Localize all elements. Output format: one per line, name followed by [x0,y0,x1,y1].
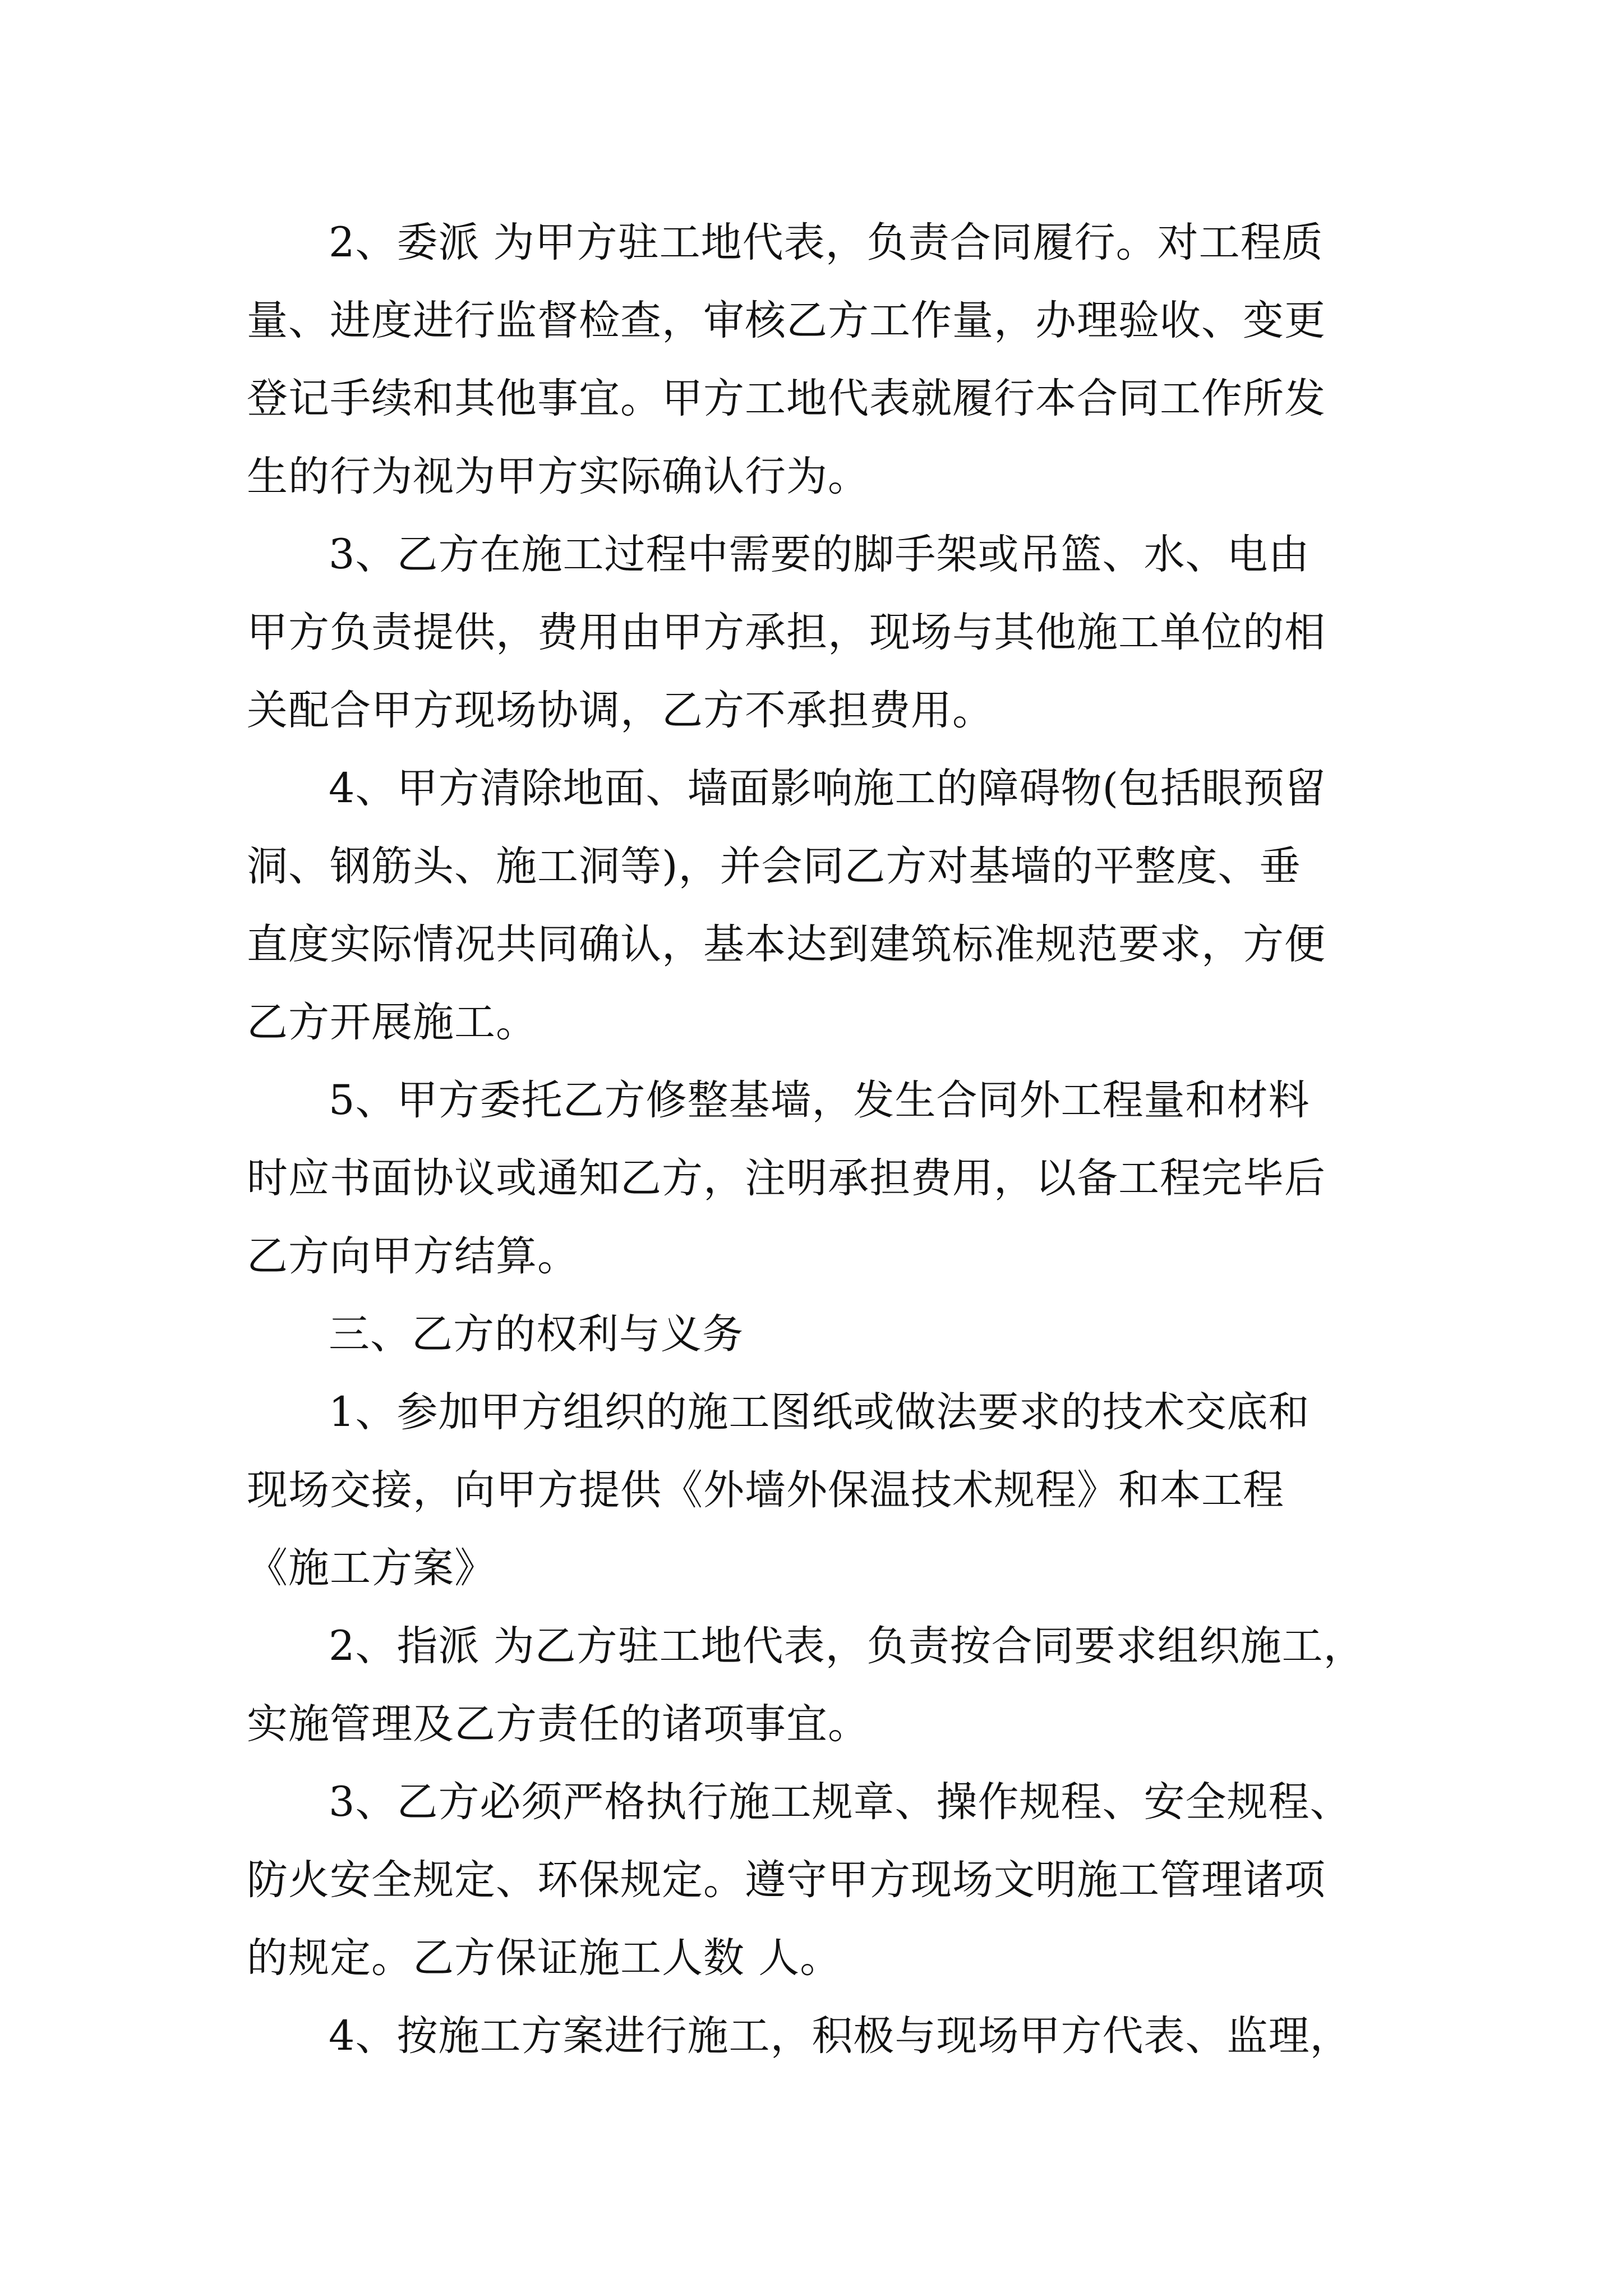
text-line: 2、指派 为乙方驻工地代表，负责按合同要求组织施工， [329,1622,1365,1670]
text-line: 4、按施工方案进行施工，积极与现场甲方代表、监理， [329,2012,1352,2060]
text-line: 2、委派 为甲方驻工地代表，负责合同履行。对工程质 [329,219,1324,266]
text-line: 《施工方案》 [247,1544,496,1592]
text-line: 的规定。乙方保证施工人数 人。 [247,1934,842,1982]
text-line: 洞、钢筋头、施工洞等)，并会同乙方对基墙的平整度、垂 [247,843,1301,890]
text-line: 3、乙方在施工过程中需要的脚手架或吊篮、水、电由 [329,531,1310,578]
text-line: 直度实际情况共同确认，基本达到建筑标准规范要求，方便 [247,921,1326,968]
text-line: 防火安全规定、环保规定。遵守甲方现场文明施工管理诸项 [247,1856,1326,1904]
text-line: 乙方开展施工。 [247,999,537,1046]
text-line: 5、甲方委托乙方修整基墙，发生合同外工程量和材料 [329,1076,1310,1124]
text-line: 现场交接，向甲方提供《外墙外保温技术规程》和本工程 [247,1466,1284,1514]
text-line: 3、乙方必须严格执行施工规章、操作规程、安全规程、 [329,1778,1352,1826]
text-line: 实施管理及乙方责任的诸项事宜。 [247,1700,869,1748]
text-line: 登记手续和其他事宜。甲方工地代表就履行本合同工作所发 [247,375,1326,422]
text-line: 生的行为视为甲方实际确认行为。 [247,453,869,500]
text-line: 关配合甲方现场协调，乙方不承担费用。 [247,687,994,734]
section-heading: 三、乙方的权利与义务 [329,1310,744,1358]
text-line: 1、参加甲方组织的施工图纸或做法要求的技术交底和 [329,1388,1310,1436]
text-line: 乙方向甲方结算。 [247,1232,579,1280]
text-line: 甲方负责提供，费用由甲方承担，现场与其他施工单位的相 [247,609,1326,656]
text-line: 量、进度进行监督检查，审核乙方工作量，办理验收、变更 [247,297,1326,344]
text-line: 时应书面协议或通知乙方，注明承担费用，以备工程完毕后 [247,1154,1326,1202]
text-line: 4、甲方清除地面、墙面影响施工的障碍物(包括眼预留 [329,765,1326,812]
